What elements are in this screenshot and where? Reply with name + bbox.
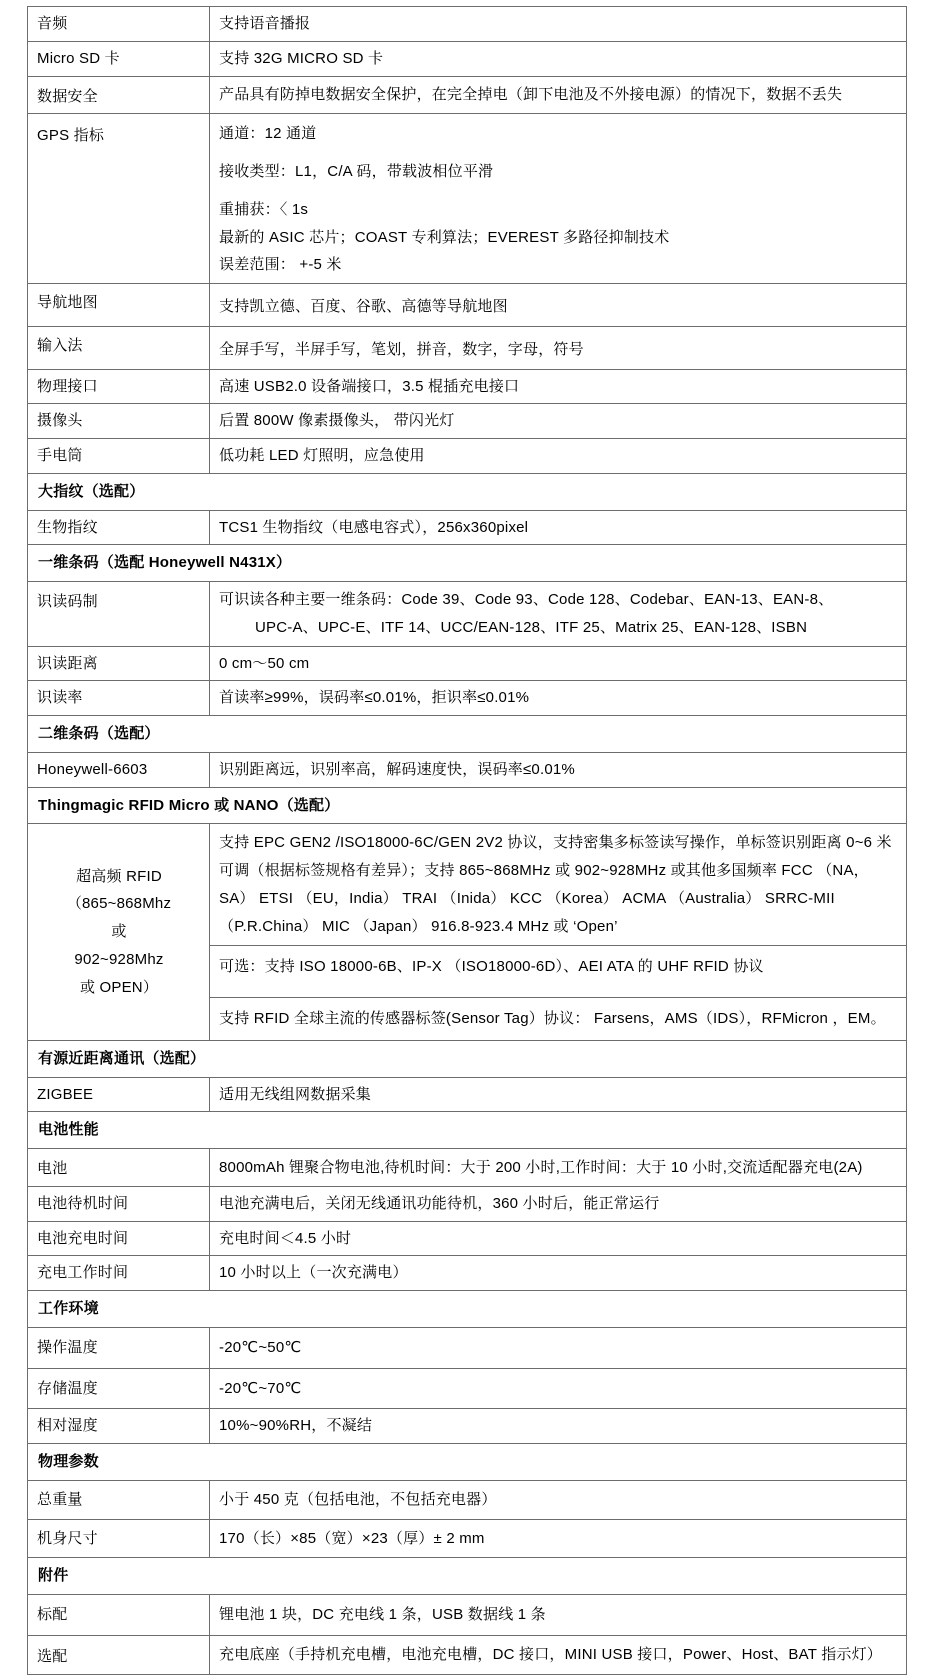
row-value: 支持 32G MICRO SD 卡 (210, 41, 907, 76)
table-body (28, 7, 907, 1675)
row-label: 识读距离 (28, 646, 210, 681)
row-label: 总重量 (28, 1480, 210, 1519)
section-title: 电池性能 (28, 1112, 907, 1149)
row-value: -20℃~50℃ (210, 1327, 907, 1368)
section-title: 有源近距离通讯（选配） (28, 1040, 907, 1077)
section-header-environment (28, 1291, 907, 1328)
table-row (28, 326, 907, 369)
specification-table (27, 6, 907, 1675)
rfid-sensortag-value: 支持 RFID 全球主流的传感器标签(Sensor Tag）协议： Farsens，AMS（IDS），RFMicron ，EM。 (210, 998, 907, 1041)
row-value: 适用无线组网数据采集 (210, 1077, 907, 1112)
row-value-gps (210, 114, 907, 284)
table-row (28, 752, 907, 787)
row-value: 低功耗 LED 灯照明，应急使用 (210, 439, 907, 474)
section-title: 工作环境 (28, 1291, 907, 1328)
table-row (28, 1327, 907, 1368)
table-row (28, 284, 907, 327)
row-value: 充电底座（手持机充电槽，电池充电槽，DC 接口，MINI USB 接口，Power、Host、BAT 指示灯） (210, 1635, 907, 1674)
table-row (28, 7, 907, 42)
row-value: 产品具有防掉电数据安全保护，在完全掉电（卸下电池及不外接电源）的情况下，数据不丢失 (210, 76, 907, 114)
table-row (28, 1221, 907, 1256)
row-label: 电池 (28, 1149, 210, 1187)
row-value: TCS1 生物指纹（电感电容式），256x360pixel (210, 510, 907, 545)
section-title: 大指纹（选配） (28, 473, 907, 510)
section-header-active-nfc (28, 1040, 907, 1077)
rfid-label-cell (28, 824, 210, 1041)
table-row (28, 439, 907, 474)
gps-line-receive-type: 接收类型：L1，C/A 码，带载波相位平滑 (219, 163, 494, 180)
section-header-battery (28, 1112, 907, 1149)
row-value: 高速 USB2.0 设备端接口，3.5 棍插充电接口 (210, 369, 907, 404)
table-row (28, 1368, 907, 1409)
row-label: 存储温度 (28, 1368, 210, 1409)
row-value: 支持凯立德、百度、谷歌、高德等导航地图 (210, 284, 907, 327)
table-row (28, 1149, 907, 1187)
row-value: 电池充满电后，关闭无线通讯功能待机，360 小时后，能正常运行 (210, 1186, 907, 1221)
row-value: 锂电池 1 块，DC 充电线 1 条，USB 数据线 1 条 (210, 1595, 907, 1636)
row-value: 小于 450 克（包括电池，不包括充电器） (210, 1480, 907, 1519)
row-value: 全屏手写，半屏手写，笔划，拼音，数字，字母，符号 (210, 326, 907, 369)
row-label: Honeywell-6603 (28, 752, 210, 787)
section-title: 一维条码（选配 Honeywell N431X） (28, 545, 907, 582)
row-value-barcode (210, 582, 907, 647)
table-row (28, 41, 907, 76)
gps-line-reacquire: 重捕获：〈 1s (219, 200, 309, 218)
row-label: 识读码制 (28, 582, 210, 647)
section-header-accessories (28, 1558, 907, 1595)
row-value: 0 cm～50 cm (210, 646, 907, 681)
rfid-protocol-value: 支持 EPC GEN2 /ISO18000-6C/GEN 2V2 协议，支持密集多标签读写操作，单标签识别距离 0~6 米可调（根据标签规格有差异）；支持 865~868MHz 或 902~928MHz 或其他多国频率 FCC （NA，SA） ETSI （EU，India） TRAI （Inida） KCC （Korea） ACMA （Australia） SRRC-MII （P.R.China） MIC （Japan） 916.8-923.4 MHz 或 ‘Open’ (210, 824, 907, 946)
section-title: 附件 (28, 1558, 907, 1595)
table-row (28, 1595, 907, 1636)
table-row (28, 404, 907, 439)
rfid-label-line-2: （865~868Mhz (66, 895, 172, 913)
table-row (28, 1519, 907, 1558)
section-header-rfid (28, 787, 907, 824)
rfid-optional-value: 可选：支持 ISO 18000-6B、IP-X （ISO18000-6D）、AEI ATA 的 UHF RFID 协议 (210, 946, 907, 998)
table-row (28, 1409, 907, 1444)
section-header-1d-barcode (28, 545, 907, 582)
row-label: 输入法 (28, 326, 210, 369)
barcode-line-2: UPC-A、UPC-E、ITF 14、UCC/EAN-128、ITF 25、Matrix 25、EAN-128、ISBN (255, 618, 808, 636)
row-label: 生物指纹 (28, 510, 210, 545)
table-row (28, 76, 907, 114)
table-row (28, 1480, 907, 1519)
row-label: 机身尺寸 (28, 1519, 210, 1558)
row-label: 电池充电时间 (28, 1221, 210, 1256)
row-label: Micro SD 卡 (28, 41, 210, 76)
section-title: 物理参数 (28, 1444, 907, 1481)
gps-line-accuracy: 误差范围： +-5 米 (219, 256, 342, 274)
row-value: 识别距离远，识别率高，解码速度快，误码率≤0.01% (210, 752, 907, 787)
row-value: 充电时间＜4.5 小时 (210, 1221, 907, 1256)
gps-line-chipset: 最新的 ASIC 芯片；COAST 专利算法；EVEREST 多路径抑制技术 (219, 228, 670, 246)
row-label: 标配 (28, 1595, 210, 1636)
row-value: 支持语音播报 (210, 7, 907, 42)
section-header-physical (28, 1444, 907, 1481)
row-label: 操作温度 (28, 1327, 210, 1368)
row-label: 电池待机时间 (28, 1186, 210, 1221)
rfid-label-line-4: 902~928Mhz (74, 950, 164, 968)
table-row-barcode (28, 582, 907, 647)
table-row (28, 369, 907, 404)
table-row (28, 1256, 907, 1291)
row-label: 手电筒 (28, 439, 210, 474)
row-label: 充电工作时间 (28, 1256, 210, 1291)
row-label: 选配 (28, 1635, 210, 1674)
table-row (28, 1077, 907, 1112)
row-value: 170（长）×85（宽）×23（厚）± 2 mm (210, 1519, 907, 1558)
row-value: 10%~90%RH，不凝结 (210, 1409, 907, 1444)
barcode-line-1: 可识读各种主要一维条码：Code 39、Code 93、Code 128、Codebar、EAN-13、EAN-8、 (219, 591, 834, 608)
table-row-rfid-main (28, 824, 907, 946)
table-row (28, 1635, 907, 1674)
row-value: 10 小时以上（一次充满电） (210, 1256, 907, 1291)
row-label: GPS 指标 (28, 114, 210, 284)
row-value: 后置 800W 像素摄像头， 带闪光灯 (210, 404, 907, 439)
row-label: ZIGBEE (28, 1077, 210, 1112)
row-label: 音频 (28, 7, 210, 42)
table-row (28, 681, 907, 716)
row-value: -20℃~70℃ (210, 1368, 907, 1409)
row-label: 导航地图 (28, 284, 210, 327)
row-label: 识读率 (28, 681, 210, 716)
table-row (28, 510, 907, 545)
section-header-fingerprint (28, 473, 907, 510)
section-header-2d-barcode (28, 716, 907, 753)
section-title: 二维条码（选配） (28, 716, 907, 753)
row-value: 8000mAh 锂聚合物电池,待机时间：大于 200 小时,工作时间：大于 10 小时,交流适配器充电(2A) (210, 1149, 907, 1187)
table-row (28, 646, 907, 681)
row-label: 相对湿度 (28, 1409, 210, 1444)
table-row (28, 1186, 907, 1221)
row-label: 摄像头 (28, 404, 210, 439)
row-label: 物理接口 (28, 369, 210, 404)
gps-line-channel: 通道：12 通道 (219, 125, 317, 143)
table-row-gps (28, 114, 907, 284)
rfid-label-line-5: 或 OPEN） (79, 978, 159, 996)
rfid-label-line-3: 或 (111, 923, 127, 941)
section-title: Thingmagic RFID Micro 或 NANO（选配） (28, 787, 907, 824)
row-label: 数据安全 (28, 76, 210, 114)
rfid-label-line-1: 超高频 RFID (76, 867, 162, 885)
row-value: 首读率≥99%，误码率≤0.01%，拒识率≤0.01% (210, 681, 907, 716)
